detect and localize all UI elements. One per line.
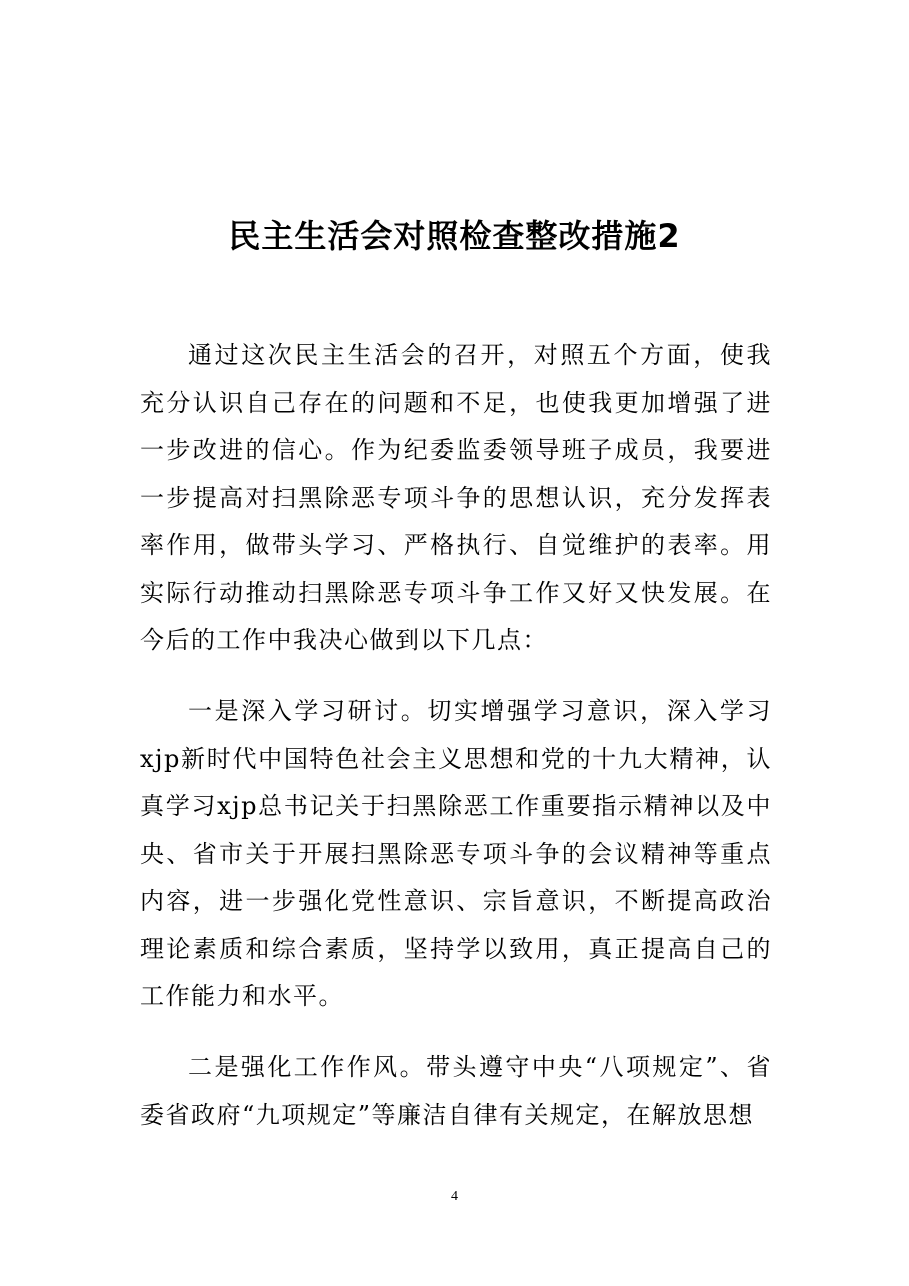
- paragraph-point-two: 二是强化工作作风。带头遵守中央“八项规定”、省委省政府“九项规定”等廉洁自律有关规定，在解放思想: [140, 1053, 772, 1129]
- page-number: 4: [451, 1189, 458, 1204]
- paragraph-intro: 通过这次民主生活会的召开，对照五个方面，使我充分认识自己存在的问题和不足，也使我更加增强了进一步改进的信心。作为纪委监委领导班子成员，我要进一步提高对扫黑除恶专项斗争的思想认识，充分发挥表率作用，做带头学习、严格执行、自觉维护的表率。用实际行动推动扫黑除恶专项斗争工作又好又快发展。在今后的工作中我决心做到以下几点：: [140, 341, 772, 654]
- paragraph-point-one: 一是深入学习研讨。切实增强学习意识，深入学习xjp新时代中国特色社会主义思想和党的十九大精神，认真学习xjp总书记关于扫黑除恶工作重要指示精神以及中央、省市关于开展扫黑除恶专项斗争的会议精神等重点内容，进一步强化党性意识、宗旨意识，不断提高政治理论素质和综合素质，坚持学以致用，真正提高自己的工作能力和水平。: [140, 697, 772, 1010]
- document-title: 民主生活会对照检查整改措施2: [228, 217, 681, 255]
